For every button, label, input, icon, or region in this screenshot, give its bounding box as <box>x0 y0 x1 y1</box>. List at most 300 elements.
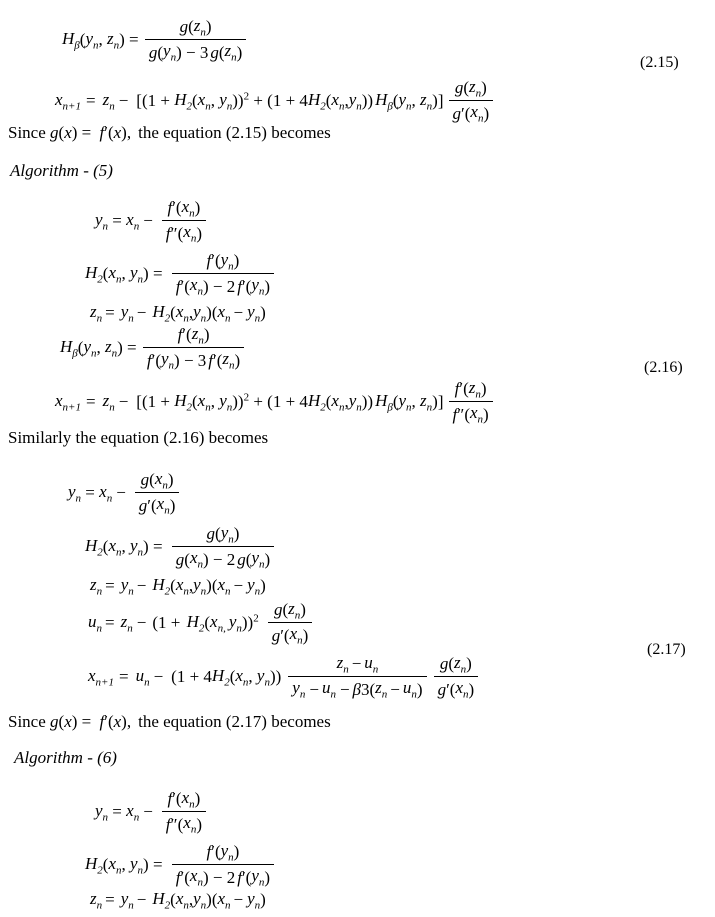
math-var: $y_n$ <box>220 523 234 546</box>
subscript: n <box>477 112 484 125</box>
math-var: $y_n$ <box>398 89 412 113</box>
subscript: n <box>170 51 177 64</box>
math-text: ( <box>229 666 236 686</box>
subscript: β <box>387 401 393 414</box>
math-text: ′( <box>280 625 290 645</box>
math-text: − <box>136 303 147 323</box>
math-text: − <box>118 391 129 411</box>
subscript: n <box>92 39 99 52</box>
math-var: $x_n$ <box>469 403 484 426</box>
math-var: $y_n$ <box>193 302 207 325</box>
math-var: $z_n$ <box>288 599 301 622</box>
subscript: 2 <box>320 100 326 113</box>
math-text: ) <box>480 379 487 399</box>
math-text: ′( <box>147 495 157 515</box>
subscript: n <box>228 260 234 273</box>
eq-sim-yn <box>68 468 181 518</box>
math-var: $y_n$ <box>348 390 362 414</box>
math-var: $y_n$ <box>163 41 177 64</box>
math-var: $y_n$ <box>220 841 234 864</box>
math-text: ) <box>205 17 212 37</box>
math-text: = <box>85 90 96 110</box>
math-var: $y_n$ <box>130 262 144 286</box>
spacer <box>444 401 447 402</box>
subscript: 2 <box>164 312 171 325</box>
math-text: ′( <box>172 198 182 218</box>
fraction <box>135 468 180 518</box>
math-var: $x_n$ <box>189 548 204 571</box>
math-var: f <box>167 789 173 809</box>
math-var: Algorithm - (5) <box>10 161 113 180</box>
math-var: f <box>146 350 152 370</box>
math-text: ) <box>260 576 266 596</box>
subscript: n <box>381 688 388 701</box>
fraction <box>162 787 206 837</box>
math-var: $y_n$ <box>219 89 233 113</box>
math-text: ″( <box>170 814 184 834</box>
math-var: $y_n$ <box>251 548 265 571</box>
subscript: n <box>475 87 482 100</box>
math-text: ( <box>77 337 84 357</box>
fraction-denominator <box>162 812 206 836</box>
fraction-numerator <box>270 598 310 622</box>
math-var: f <box>237 867 242 887</box>
math-text: − <box>339 679 350 699</box>
math-text: )) <box>269 666 282 686</box>
math-var: $y_n$ <box>193 889 207 912</box>
math-text: ) <box>483 404 489 424</box>
subscript: n <box>197 558 204 571</box>
subscript: n <box>226 100 233 113</box>
subscript: n+1 <box>62 401 81 414</box>
math-text: ) = <box>117 337 141 357</box>
spacer <box>131 722 138 723</box>
subscript: n <box>102 811 109 824</box>
math-var: $x_n$ <box>197 89 211 113</box>
math-var: $H_2$ <box>85 853 103 877</box>
subscript: n <box>168 359 175 372</box>
math-var: g <box>271 625 281 645</box>
math-text: , <box>96 337 105 357</box>
fraction-numerator <box>333 652 383 676</box>
fraction-denominator <box>162 221 206 245</box>
math-text: ( <box>188 17 194 37</box>
math-var: $z_n$ <box>90 889 103 912</box>
fraction <box>145 15 246 65</box>
math-text: , <box>248 666 257 686</box>
fraction <box>172 840 274 890</box>
fraction-denominator <box>434 677 479 701</box>
math-text: − <box>233 576 244 596</box>
subscript: β <box>387 100 393 113</box>
math-var: $x_n$ <box>189 275 203 298</box>
math-text: , <box>188 303 194 323</box>
math-text: 3( <box>361 679 376 699</box>
subscript: n <box>477 413 484 426</box>
math-text: − <box>143 801 153 821</box>
math-var: $x_{n+1}$ <box>55 390 81 414</box>
fraction-numerator <box>176 15 216 39</box>
math-text: )] <box>432 391 444 411</box>
math-var: $x_n$ <box>183 813 197 836</box>
spacer <box>126 492 133 493</box>
math-text: , <box>188 890 194 910</box>
spacer <box>167 273 170 274</box>
eq-alg6-yn <box>95 787 208 837</box>
math-var: $H_2$ <box>174 390 192 414</box>
math-text: Since <box>8 123 51 142</box>
superscript: 2 <box>253 612 259 625</box>
subscript: n <box>183 899 189 912</box>
subscript: n <box>343 663 349 676</box>
math-text: (2.16) <box>644 359 683 376</box>
math-var: $z_n$ <box>375 678 388 701</box>
math-text: ( <box>157 42 164 62</box>
math-text: (1 + <box>152 612 185 632</box>
math-var: g <box>210 42 219 62</box>
subscript: β <box>74 39 80 52</box>
math-text: ′( <box>172 789 182 809</box>
math-text: ) <box>466 654 472 674</box>
subscript: n <box>294 609 301 622</box>
math-text: ) = <box>71 123 96 142</box>
math-text: − <box>153 666 164 686</box>
subscript: n <box>133 811 140 824</box>
math-var: $H_\beta$ <box>375 390 393 414</box>
math-text: the equation (2.15) becomes <box>138 123 331 142</box>
math-var: $z_n$ <box>120 611 133 635</box>
math-text: ′( <box>241 276 252 296</box>
spacer <box>281 676 286 677</box>
math-var: $x_n$ <box>126 209 140 233</box>
math-var: f <box>454 379 460 399</box>
subscript: β <box>72 347 78 360</box>
math-var: $x_n$ <box>455 678 469 701</box>
math-text: ) <box>236 42 243 62</box>
math-var: $x_n$ <box>108 535 122 559</box>
math-text: ′( <box>180 867 190 887</box>
eq-sim-zn <box>90 575 266 597</box>
math-text: ) = <box>143 854 167 874</box>
subscript: n <box>102 220 109 233</box>
subscript: n <box>128 585 134 598</box>
eqnum-2-15 <box>640 54 679 72</box>
eq-sim-un <box>88 598 314 648</box>
math-var: f <box>165 814 171 834</box>
subscript: 2 <box>97 273 103 286</box>
subscript: n <box>330 688 336 701</box>
fraction-denominator <box>288 677 426 701</box>
subscript: 2 <box>186 401 192 414</box>
subscript: n <box>372 663 379 676</box>
math-var: $H_\beta$ <box>375 89 393 113</box>
math-var: $y_n$ <box>95 209 109 233</box>
fraction-numerator <box>451 76 491 100</box>
subscript: n <box>96 899 103 912</box>
math-text: )( <box>206 576 218 596</box>
math-text: ′( <box>151 350 161 370</box>
subscript: n <box>406 401 412 414</box>
math-text: , <box>344 391 349 411</box>
math-text: ( <box>282 600 289 620</box>
math-var: $z_n$ <box>193 16 206 39</box>
spacer <box>153 811 160 812</box>
math-text: )] <box>432 90 444 110</box>
math-text: ))$^2$ <box>232 391 250 411</box>
math-text: ), <box>121 712 132 731</box>
math-text: )) <box>361 391 374 411</box>
subscript: n <box>75 492 82 505</box>
spacer <box>128 100 136 101</box>
subscript: n <box>297 634 303 647</box>
eq-alg6-zn <box>90 889 266 911</box>
eq-2-15-xn1 <box>55 76 495 126</box>
math-text: ) − 3 <box>176 42 209 62</box>
math-var: g <box>148 42 158 62</box>
subscript: n <box>111 347 118 360</box>
subscript: n <box>460 663 467 676</box>
math-var: $x_n$ <box>108 262 122 286</box>
math-var: $H_2$ <box>307 89 326 113</box>
spacer <box>259 622 266 623</box>
math-var: f <box>167 198 173 218</box>
math-text: ′( <box>104 712 114 731</box>
math-text: − <box>233 303 244 323</box>
math-text: ( <box>58 712 65 731</box>
subscript: n <box>356 100 362 113</box>
subscript: n <box>242 676 249 689</box>
subscript: n <box>109 100 115 113</box>
math-text: ( <box>204 612 211 632</box>
superscript: 2 <box>243 90 250 103</box>
math-var: $z_n$ <box>468 378 481 401</box>
math-text: ( <box>245 549 252 569</box>
subscript: n <box>426 401 433 414</box>
math-text: ) <box>169 495 176 515</box>
fraction <box>143 323 244 373</box>
math-var: f <box>237 276 242 296</box>
math-var: f <box>208 350 214 370</box>
math-var: $x_n$ <box>126 800 140 824</box>
fraction-denominator <box>172 547 274 571</box>
heading-algorithm-6 <box>14 748 117 768</box>
math-var: $H_2$ <box>174 89 192 113</box>
subscript: n <box>205 401 211 414</box>
math-text: = <box>105 890 115 910</box>
math-text: ) <box>416 679 423 699</box>
spacer <box>153 220 160 221</box>
subscript: n <box>137 546 144 559</box>
text-since-2-15 <box>8 123 331 143</box>
subscript: n <box>228 851 234 864</box>
fraction-denominator <box>449 101 494 125</box>
spacer <box>429 676 432 677</box>
subscript: 2 <box>164 585 171 598</box>
fraction-denominator <box>172 865 274 889</box>
subscript: n <box>116 273 122 286</box>
fraction <box>449 76 494 126</box>
math-text: ( <box>463 78 469 98</box>
math-var: $H_2$ <box>152 575 171 598</box>
subscript: n <box>116 546 122 559</box>
math-var: g <box>50 712 59 731</box>
math-text: , <box>98 29 107 49</box>
math-var: $x_n$ <box>235 665 249 689</box>
subscript: n <box>189 798 195 811</box>
fraction-numerator <box>174 323 214 347</box>
math-text: ) = <box>143 263 167 283</box>
math-text: ) <box>196 223 202 243</box>
math-text: − <box>390 679 400 699</box>
eq-alg5-yn <box>95 196 208 246</box>
subscript: 2 <box>164 899 171 912</box>
math-var: $x_n$ <box>175 575 189 598</box>
math-text: the equation (2.17) becomes <box>138 712 331 731</box>
fraction <box>449 377 493 427</box>
spacer <box>131 133 138 134</box>
math-var: $y_n$ <box>251 275 265 298</box>
subscript: n <box>96 312 103 325</box>
math-var: $y_n$ <box>160 349 175 372</box>
subscript: n <box>96 622 102 635</box>
subscript: n <box>236 622 242 635</box>
subscript: n <box>254 899 261 912</box>
math-var: f <box>99 712 105 731</box>
math-text: ( <box>102 263 109 283</box>
math-var: $y_n$ <box>220 250 234 273</box>
fraction-denominator <box>145 40 246 64</box>
fraction-denominator <box>135 493 180 517</box>
math-var: $x_n$ <box>217 575 231 598</box>
math-var: $H_2$ <box>85 262 103 286</box>
math-text: ( <box>170 303 176 323</box>
math-var: $H_\beta$ <box>62 28 80 52</box>
math-text: ) <box>264 867 271 887</box>
math-text: ) <box>233 251 240 271</box>
fraction <box>288 652 426 702</box>
subscript: n <box>258 558 265 571</box>
math-var: $z_n$ <box>468 77 482 100</box>
subscript: n <box>190 232 197 245</box>
math-var: $y_n$ <box>130 853 144 877</box>
math-var: g <box>179 17 189 37</box>
math-var: $H_2$ <box>186 611 205 635</box>
subscript: 2 <box>97 864 103 877</box>
fraction-numerator <box>451 377 491 401</box>
subscript: n <box>133 220 140 233</box>
math-var: $y_n$ <box>292 678 306 701</box>
subscript: n <box>137 273 144 286</box>
math-text: − <box>118 90 129 110</box>
math-var: $H_\beta$ <box>60 336 78 360</box>
math-text: = <box>85 391 96 411</box>
math-text: ) <box>233 842 240 862</box>
math-text: ′( <box>182 325 192 345</box>
fraction <box>172 522 274 572</box>
math-var: $x_n$ <box>289 624 303 647</box>
math-var: $x_n$ <box>156 494 170 517</box>
math-text: = <box>118 666 129 686</box>
subscript: n <box>225 899 231 912</box>
spacer <box>128 401 136 402</box>
math-var: $y_n$ <box>247 889 261 912</box>
math-text: + (1 + 4 <box>249 391 308 411</box>
math-text: ′( <box>211 251 221 271</box>
subscript: n <box>96 585 103 598</box>
math-var: $x_n$ <box>217 302 231 325</box>
math-text: = <box>108 210 127 230</box>
eq-sim-h2 <box>85 522 276 572</box>
heading-algorithm-5 <box>10 161 113 181</box>
math-text: ( <box>325 391 332 411</box>
subscript: n <box>258 285 265 298</box>
math-text: + (1 + 4 <box>249 90 308 110</box>
math-text: ) − 2 <box>202 276 236 296</box>
math-text: ′( <box>180 276 190 296</box>
subscript: n <box>200 26 206 39</box>
math-text: ( <box>170 576 176 596</box>
math-var: $x_n$ <box>175 889 189 912</box>
math-var: f <box>206 842 212 862</box>
eq-alg6-h2 <box>85 840 276 890</box>
subscript: n <box>475 388 481 401</box>
math-var: $x_{n+1}$ <box>55 89 81 113</box>
fraction-numerator <box>203 249 244 273</box>
math-var: f <box>452 404 458 424</box>
subscript: n <box>229 359 235 372</box>
math-var: $u_n$ <box>402 678 417 701</box>
math-text: ) <box>196 814 202 834</box>
subscript: n <box>225 585 231 598</box>
math-var: $y_n$ <box>68 481 82 505</box>
math-text: ) − 2 <box>203 549 236 569</box>
math-var: $y_n$ <box>398 390 412 414</box>
math-text: − <box>351 654 362 674</box>
subscript: n <box>225 312 231 325</box>
subscript: n <box>90 347 97 360</box>
eq-alg5-zn <box>90 302 266 324</box>
math-text: ) <box>260 890 266 910</box>
text-since-2-17 <box>8 712 331 732</box>
math-var: $H_2$ <box>152 889 171 912</box>
math-var: $y_n$ <box>95 800 109 824</box>
math-text: ( <box>170 890 176 910</box>
math-var: x <box>113 123 122 142</box>
math-var: g <box>452 103 461 123</box>
math-text: , <box>210 90 220 110</box>
math-var: $z_n$ <box>454 653 467 676</box>
math-var: $z_n$ <box>90 302 103 325</box>
math-text: [(1 + <box>136 90 175 110</box>
math-var: $x_n$ <box>99 481 113 505</box>
subscript: 2 <box>186 100 192 113</box>
subscript: n+1 <box>95 676 114 689</box>
math-text: = <box>81 482 100 502</box>
eq-2-15-hbeta-def <box>62 15 248 65</box>
math-var: $H_2$ <box>211 665 230 689</box>
math-var: $y_n$ <box>120 302 134 325</box>
math-var: $y_n$ <box>83 336 97 360</box>
math-var: $x_n$ <box>197 390 211 414</box>
math-text: ′( <box>446 679 456 699</box>
math-text: ( <box>448 654 455 674</box>
math-text: ( <box>58 123 65 142</box>
subscript: n <box>264 676 270 689</box>
eq-alg5-h2 <box>85 249 276 299</box>
math-text: ′( <box>211 842 221 862</box>
subscript: n <box>183 585 189 598</box>
subscript: n <box>356 401 362 414</box>
